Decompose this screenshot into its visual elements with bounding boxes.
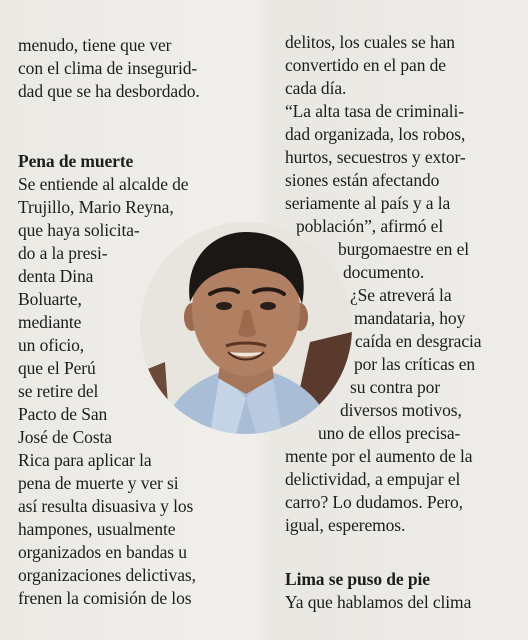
right-line-5: dad organizada, los robos,: [285, 124, 466, 144]
right-line-15: por las críticas en: [354, 354, 476, 374]
right-line-8: seriamente al país y a la: [285, 193, 451, 213]
right-line-9: población”, afirmó el: [296, 216, 444, 236]
right-line-25: Ya que hablamos del clima: [285, 592, 472, 612]
left-line-9: do a la presi-: [18, 243, 108, 263]
left-line-13: un oficio,: [18, 335, 85, 355]
right-line-6: hurtos, secuestros y extor-: [285, 147, 466, 167]
right-line-1: delitos, los cuales se han: [285, 32, 455, 52]
right-line-12: ¿Se atreverá la: [350, 285, 452, 305]
subheading-pena-de-muerte: Pena de muerte: [18, 151, 134, 171]
left-line-3: dad que se ha desbordado.: [18, 81, 200, 101]
left-line-18: Rica para aplicar la: [18, 450, 152, 470]
right-line-20: delictividad, a empujar el: [285, 469, 461, 489]
left-line-16: Pacto de San: [18, 404, 108, 424]
left-line-12: mediante: [18, 312, 82, 332]
left-line-6: Se entiende al alcalde de: [18, 174, 189, 194]
portrait-illustration: [140, 222, 352, 434]
left-line-21: hampones, usualmente: [18, 519, 176, 539]
left-line-10: denta Dina: [18, 266, 94, 286]
right-line-3: cada día.: [285, 78, 347, 98]
portrait-photo: [140, 222, 352, 434]
left-line-1: menudo, tiene que ver: [18, 35, 172, 55]
right-line-13: mandataria, hoy: [354, 308, 466, 328]
left-line-7: Trujillo, Mario Reyna,: [18, 197, 174, 217]
left-line-15: se retire del: [18, 381, 99, 401]
left-line-11: Boluarte,: [18, 289, 82, 309]
right-line-4: “La alta tasa de criminali-: [285, 101, 465, 121]
left-line-24: frenen la comisión de los: [18, 588, 192, 608]
right-line-21: carro? Lo dudamos. Pero,: [285, 492, 463, 512]
left-line-23: organizaciones delictivas,: [18, 565, 196, 585]
left-line-8: que haya solicita-: [18, 220, 140, 240]
right-line-14: caída en desgracia: [355, 331, 482, 351]
left-line-19: pena de muerte y ver si: [18, 473, 179, 493]
right-line-17: diversos motivos,: [340, 400, 462, 420]
left-line-17: José de Costa: [18, 427, 112, 447]
right-line-18: uno de ellos precisa-: [318, 423, 461, 443]
right-line-7: siones están afectando: [285, 170, 440, 190]
right-line-22: igual, esperemos.: [285, 515, 406, 535]
left-line-22: organizados en bandas u: [18, 542, 187, 562]
right-line-16: su contra por: [350, 377, 441, 397]
right-line-2: convertido en el pan de: [285, 55, 446, 75]
left-line-2: con el clima de insegurid-: [18, 58, 198, 78]
left-line-20: así resulta disuasiva y los: [18, 496, 194, 516]
right-line-19: mente por el aumento de la: [285, 446, 473, 466]
right-line-11: documento.: [343, 262, 425, 282]
right-line-10: burgomaestre en el: [338, 239, 470, 259]
subheading-lima-se-puso-de-pie: Lima se puso de pie: [285, 569, 430, 589]
left-line-14: que el Perú: [18, 358, 96, 378]
